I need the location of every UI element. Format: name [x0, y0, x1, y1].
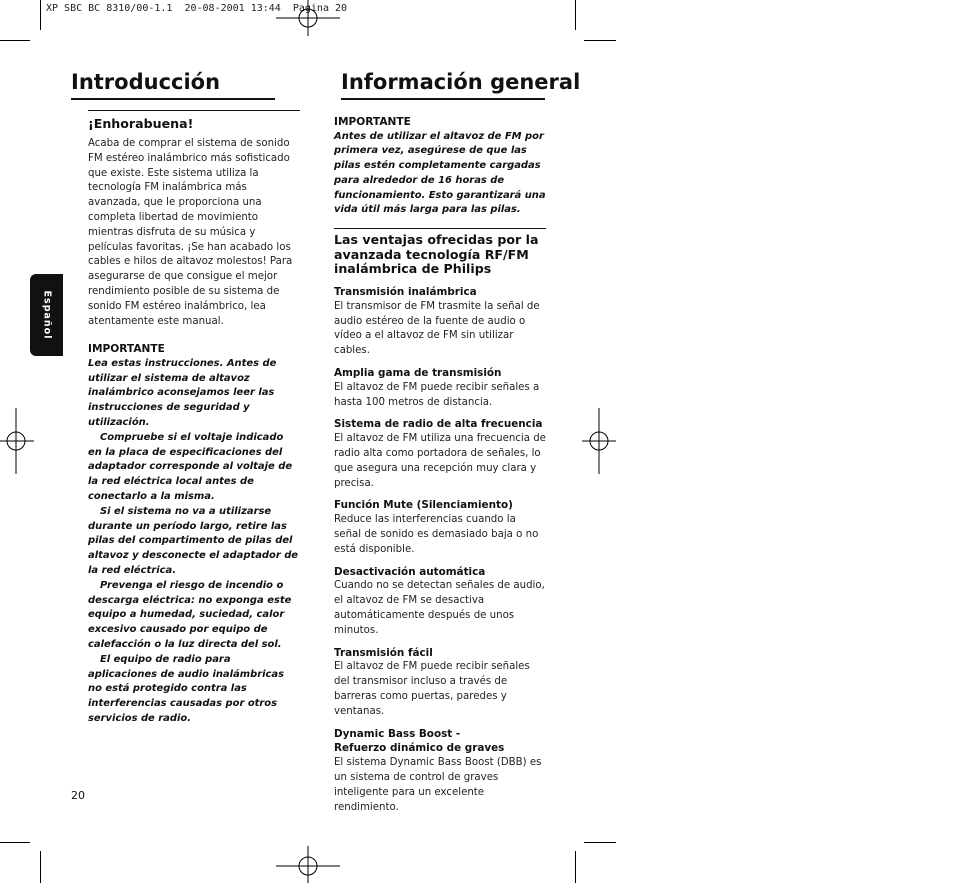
- crop-mark: [0, 842, 30, 843]
- important-label: IMPORTANTE: [334, 116, 411, 128]
- feature-text: El altavoz de FM puede recibir señales del transmisor incluso a través de barreras como puertas, paredes y ventanas.: [334, 661, 530, 717]
- title-rule: [341, 98, 545, 100]
- feature-item: [334, 498, 546, 557]
- page-title-introduccion: Introducción: [71, 70, 221, 94]
- important-paragraph: Prevenga el riesgo de incendio o descarga eléctrica: no exponga este equipo a humedad, suciedad, calor excesivo causado por equipo de calefacción o la luz directa del sol.: [88, 579, 292, 650]
- feature-title: Transmisión fácil: [334, 646, 433, 659]
- section-rule: [334, 228, 546, 229]
- intro-paragraph: Acaba de comprar el sistema de sonido FM estéreo inalámbrico más sofisticado que existe. Este sistema utiliza la tecnología FM inalámbrica más avanzada, que le proporciona una completa libertad de movimiento mientras disfruta de su música y películas favoritas. ¡Se han acabado los cables e hilos de altavoz molestos! Para asegurarse de que consigue el mejor rendimiento posible de su sistema de sonido FM estéreo inalámbrico, lea atentamente este manual.: [88, 138, 293, 327]
- page-title-informacion-general: Información general: [341, 70, 581, 94]
- feature-item: [334, 565, 546, 639]
- feature-title: Transmisión inalámbrica: [334, 286, 477, 299]
- feature-title-line1: Dynamic Bass Boost -: [334, 727, 461, 740]
- crop-mark: [575, 0, 576, 30]
- feature-title: Refuerzo dinámico de graves: [334, 742, 505, 755]
- feature-title: Función Mute (Silenciamiento): [334, 499, 513, 512]
- feature-text: El sistema Dynamic Bass Boost (DBB) es un sistema de control de graves inteligente para un excelente rendimiento.: [334, 757, 542, 813]
- left-column: [88, 110, 300, 727]
- feature-item: [334, 417, 546, 491]
- feature-item: [334, 366, 546, 410]
- print-slug: XP SBC BC 8310/00-1.1 20-08-2001 13:44 Pagina 20: [46, 3, 348, 14]
- section-rule: [88, 110, 300, 111]
- feature-title: Amplia gama de transmisión: [334, 367, 502, 380]
- registration-mark-icon: [276, 0, 340, 36]
- important-paragraph: El equipo de radio para aplicaciones de audio inalámbricas no está protegido contra las interferencias causadas por otros servicios de radio.: [88, 653, 285, 724]
- crop-mark: [0, 40, 30, 41]
- title-rule: [71, 98, 275, 100]
- feature-item: [334, 285, 546, 359]
- feature-text: Cuando no se detectan señales de audio, el altavoz de FM se desactiva automáticamente después de unos minutos.: [334, 580, 545, 636]
- language-tab: [30, 274, 63, 356]
- feature-text: El altavoz de FM puede recibir señales a hasta 100 metros de distancia.: [334, 381, 540, 408]
- feature-text: El altavoz de FM utiliza una frecuencia de radio alta como portadora de señales, lo que asegura una recepción muy clara y precisa.: [334, 433, 546, 489]
- important-paragraph: Compruebe si el voltaje indicado en la placa de especificaciones del adaptador corresponde al voltaje de la red eléctrica local antes de conectarlo a la misma.: [88, 431, 293, 503]
- important-paragraph: Si el sistema no va a utilizarse durante un período largo, retire las pilas del compartimento de pilas del altavoz y desconecte el adaptador de la red eléctrica.: [88, 505, 299, 577]
- important-label: IMPORTANTE: [88, 343, 165, 356]
- important-notice: Antes de utilizar el altavoz de FM por primera vez, asegúrese de que las pilas estén completamente cargadas para alrededor de 16 horas de funcionamiento. Esto garantizará una vida útil más larga para las pilas.: [334, 130, 546, 216]
- crop-mark: [584, 842, 616, 843]
- page-number: 20: [71, 789, 85, 802]
- section-heading-enhorabuena: ¡Enhorabuena!: [88, 116, 194, 131]
- registration-mark-icon: [276, 846, 340, 883]
- feature-title: Sistema de radio de alta frecuencia: [334, 418, 543, 431]
- registration-mark-icon: [0, 408, 34, 474]
- registration-mark-icon: [582, 408, 616, 474]
- feature-item: [334, 727, 546, 816]
- feature-text: Reduce las interferencias cuando la señal de sonido es demasiado baja o no está disponible.: [334, 514, 539, 555]
- crop-mark: [575, 851, 576, 883]
- feature-item: [334, 646, 546, 720]
- language-tab-label: Español: [41, 290, 52, 340]
- crop-mark: [584, 40, 616, 41]
- crop-mark: [40, 851, 41, 883]
- important-paragraph: Lea estas instrucciones. Antes de utilizar el sistema de altavoz inalámbrico aconsejamos leer las instrucciones de seguridad y utilización.: [88, 357, 277, 429]
- feature-text: El transmisor de FM trasmite la señal de audio estéreo de la fuente de audio o vídeo a el altavoz de FM sin utilizar cables.: [334, 300, 540, 357]
- crop-mark: [40, 0, 41, 30]
- feature-title: Desactivación automática: [334, 565, 486, 578]
- section-heading-ventajas: Las ventajas ofrecidas por la avanzada tecnología RF/FM inalámbrica de Philips: [334, 232, 539, 277]
- right-column: [334, 115, 546, 822]
